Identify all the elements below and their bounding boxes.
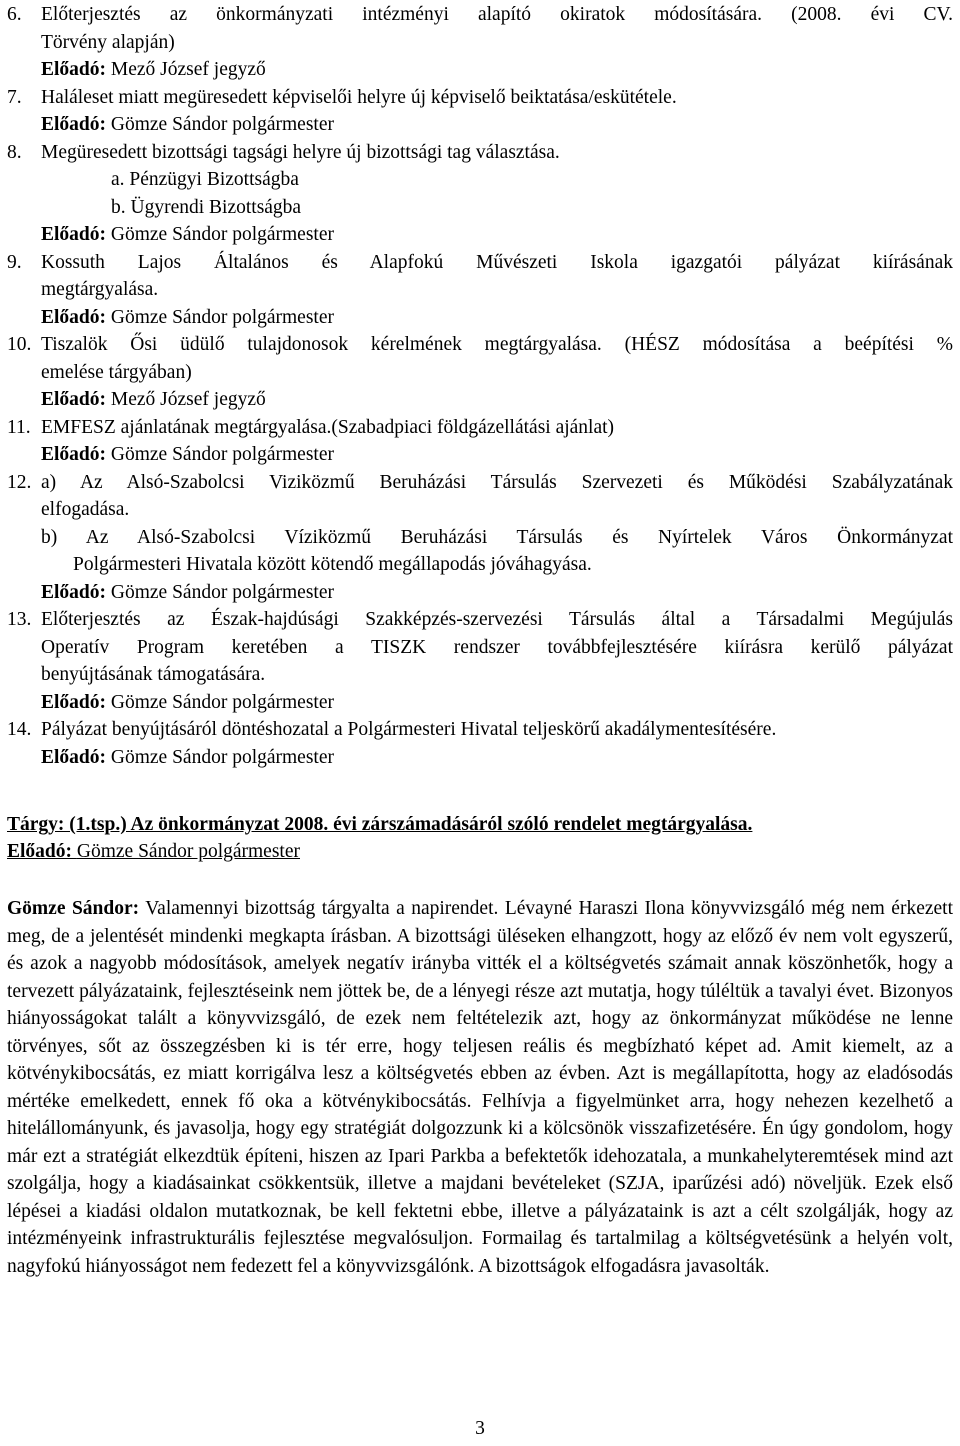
item-title-line: Tiszalök Ősi üdülő tulajdonosok kérelmének megtárgyalása. (HÉSZ módosítása a beépítési % <box>41 334 953 355</box>
speech-paragraph <box>7 895 953 1280</box>
presenter-name: Gömze Sándor polgármester <box>110 746 334 768</box>
presenter-label: Előadó: <box>41 59 107 80</box>
item-title-line: Előterjesztés az Észak-hajdúsági Szakképzés-szervezési Társulás által a Társadalmi Megújulás <box>41 609 953 630</box>
subject-presenter-label: Előadó: <box>7 841 77 862</box>
presenter-label: Előadó: <box>41 224 107 245</box>
item-presenter <box>41 221 953 249</box>
subject-presenter <box>7 838 953 865</box>
item-number: 14. <box>7 719 32 740</box>
subject-presenter-name: Gömze Sándor polgármester <box>76 841 300 862</box>
subject-line: Tárgy: (1.tsp.) Az önkormányzat 2008. évi zárszámadásáról szóló rendelet megtárgyalása. <box>7 814 753 835</box>
item-number: 13. <box>7 609 32 630</box>
item-presenter <box>41 304 953 332</box>
item-presenter <box>41 386 953 414</box>
page-number: 3 <box>475 1418 485 1439</box>
item-title-line: Kossuth Lajos Általános és Alapfokú Művészeti Iskola igazgatói pályázat kiírásának <box>41 251 953 273</box>
presenter-label: Előadó: <box>41 389 107 410</box>
subject-title <box>7 811 953 838</box>
presenter-label: Előadó: <box>41 691 107 713</box>
agenda-item-11 <box>7 414 953 469</box>
item-title-line: Operatív Program keretében a TISZK rendszer továbbfejlesztésére kiírásra kerülő pályázat <box>41 636 953 658</box>
agenda-item-13 <box>7 606 953 716</box>
agenda-item-12 <box>7 469 953 607</box>
item-presenter <box>41 579 953 607</box>
presenter-label: Előadó: <box>41 581 107 603</box>
item-title-line: a) Az Alsó-Szabolcsi Viziközmű Beruházási Társulás Szervezeti és Működési Szabályzatának <box>41 471 953 493</box>
speech-text: Valamennyi bizottság tárgyalta a napirendet. Lévayné Haraszi Ilona könyvvizsgáló még nem érkezett meg, de a jelentését mindenki megkapta írásban. A bizottsági üléseken elhangzott, hogy az előző év nem volt egyszerű, és azok a nagyobb módosítások, amelyek negatív irányba vitték el a költségvetés számait annak köszönhetők, hogy a tervezett pályázataink, fejlesztéseink nem jöttek be, de a lényegi része azt mutatja, hogy túléltük a tavalyi évet. Bizonyos hiányosságokat talált a könyvvizsgáló, de ezek nem feltételezik azt, hogy az önkormányzat működése ne lenne törvényes, sőt az összegzésben ki is tér erre, hogy teljesen reális és megbízható képet ad. Amit kiemelt, az a kötvénykibocsátás, ez miatt korrigálva lesz a költségvetés ebben az évben. Azt is megállapította, hogy az eladósodás mértéke emelkedett, ennek fő oka a kötvénykibocsátás. Felhívja a figyelmünket arra, hogy nehezen kezelhető a hitelállományunk, és javasolja, hogy egy stratégiát dolgozzunk ki a kölcsönök visszafizetésére. Én úgy gondolom, hogy már ezt a stratégiát elkezdtük építeni, hiszen az Ipari Parkba a befektetők idehozatala, a munkahelyteremtések mind azt szolgálja, hogy a kiadásainkat csökkentsük, illetve a majdani bevételeket (SZJA, iparűzési adó) növeljük. Ezek első lépései a kiadási oldalon mutatkoznak, be kell fektetni ebbe, illetve a pályázataink is azt a célt szolgálják, hogy az intézményeink infrastrukturális fejlesztése megvalósuljon. Formailag és tartalmilag a költségvetésünk a helyén volt, nagyfokú hiányosságot nem fedezett fel a könyvvizsgálónk. A bizottságok elfogadásra javasolták. <box>7 898 954 1277</box>
presenter-name: Gömze Sándor polgármester <box>110 306 334 328</box>
item-title-line: Előterjesztés az önkormányzati intézményi alapító okiratok módosítására. (2008. évi CV. <box>41 4 953 25</box>
presenter-label: Előadó: <box>41 306 107 328</box>
agenda-item-6 <box>7 1 953 84</box>
item-sub-b-line: b) Az Alsó-Szabolcsi Víziközmű Beruházási Társulás és Nyírtelek Város Önkormányzat <box>41 526 953 548</box>
item-number: 7. <box>7 86 22 108</box>
item-title-line: EMFESZ ajánlatának megtárgyalása.(Szabadpiaci földgázellátási ajánlat) <box>41 416 615 438</box>
item-number: 12. <box>7 471 32 493</box>
item-presenter <box>41 689 953 717</box>
item-title-line: elfogadása. <box>41 499 130 520</box>
presenter-label: Előadó: <box>41 444 107 465</box>
presenter-label: Előadó: <box>41 746 107 768</box>
presenter-name: Gömze Sándor polgármester <box>110 224 334 245</box>
item-number: 9. <box>7 251 22 273</box>
presenter-name: Mező József jegyző <box>110 59 266 80</box>
presenter-label: Előadó: <box>41 114 107 135</box>
item-number: 8. <box>7 141 22 163</box>
subject-block <box>7 811 953 865</box>
agenda-item-8 <box>7 139 953 249</box>
item-number: 11. <box>7 416 31 438</box>
document-page <box>7 0 953 1280</box>
item-title-line: Haláleset miatt megüresedett képviselői helyre új képviselő beiktatása/eskütétele. <box>41 86 677 108</box>
item-title-line: emelése tárgyában) <box>41 361 192 383</box>
item-presenter <box>41 744 953 772</box>
presenter-name: Mező József jegyző <box>110 389 266 410</box>
speaker-name: Gömze Sándor: <box>7 898 140 919</box>
agenda-item-9 <box>7 249 953 332</box>
item-presenter <box>41 441 953 469</box>
item-number: 10. <box>7 334 32 355</box>
item-title-line: megtárgyalása. <box>41 279 159 300</box>
item-sub-b-line: Polgármesteri Hivatala között kötendő megállapodás jóváhagyása. <box>73 554 592 575</box>
presenter-name: Gömze Sándor polgármester <box>110 444 334 465</box>
item-presenter <box>41 56 953 84</box>
item-title-line: Törvény alapján) <box>41 31 175 53</box>
item-sub-a: a. Pénzügyi Bizottságba <box>111 169 299 190</box>
presenter-name: Gömze Sándor polgármester <box>110 691 334 713</box>
item-title-line: benyújtásának támogatására. <box>41 664 266 685</box>
agenda-item-10 <box>7 331 953 414</box>
presenter-name: Gömze Sándor polgármester <box>110 114 334 135</box>
agenda-list <box>7 1 953 771</box>
item-presenter <box>41 111 953 139</box>
item-title-line: Pályázat benyújtásáról döntéshozatal a Polgármesteri Hivatal teljeskörű akadálymentesítésére. <box>41 719 777 740</box>
agenda-item-14 <box>7 716 953 771</box>
presenter-name: Gömze Sándor polgármester <box>110 581 334 603</box>
item-number: 6. <box>7 4 22 25</box>
agenda-item-7 <box>7 84 953 139</box>
item-title-line: Megüresedett bizottsági tagsági helyre új bizottsági tag választása. <box>41 141 560 163</box>
item-sub-b: b. Ügyrendi Bizottságba <box>111 196 302 218</box>
